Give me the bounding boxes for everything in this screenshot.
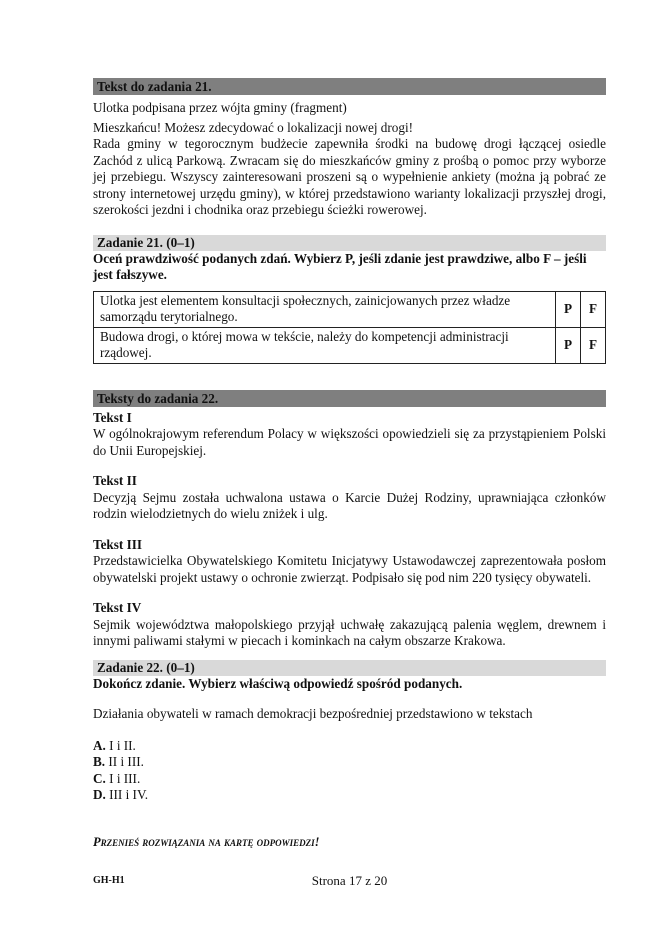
text-1-body: W ogólnokrajowym referendum Polacy w większości opowiedzieli się za przystąpieniem Polski do Unii Europejskiej.	[93, 426, 606, 458]
section-21-header: Tekst do zadania 21.	[93, 78, 606, 95]
text-3-body: Przedstawicielka Obywatelskiego Komitetu Inicjatywy Ustawodawczej zaprezentowała posłom obywatelski projekt ustawy o ochronie zwierząt. Podpisało się pod nim 220 tysięcy obywateli.	[93, 553, 606, 585]
text-3-title: Tekst III	[93, 536, 142, 552]
option-d[interactable]: D. III i IV.	[93, 787, 149, 802]
option-f-1[interactable]: F	[581, 291, 606, 327]
option-p-2[interactable]: P	[556, 327, 581, 363]
option-b[interactable]: B. II i III.	[93, 754, 144, 769]
option-a[interactable]: A. I i II.	[93, 737, 136, 753]
text-2-title: Tekst II	[93, 473, 137, 488]
option-p-1[interactable]: P	[556, 291, 581, 327]
leaflet-body: Rada gminy w tegorocznym budżecie zapewniła środki na budowę drogi łączącej osiedle Zachód z ulicą Parkową. Zwracam się do mieszkańców gminy z prośbą o pomoc przy wyborze jej przebiegu. Wszyscy zainteresowani proszeni są o wypełnienie ankiety (można ją pobrać ze strony internetowej urzędu gminy), w której przedstawiono warianty lokalizacji przyszłej drogi, szerokości jezdni i chodnika oraz przebiegu ścieżki rowerowej.	[93, 136, 606, 217]
option-c[interactable]: C. I i III.	[93, 770, 141, 786]
task-22-stem: Działania obywateli w ramach demokracji bezpośredniej przedstawiono w tekstach	[93, 706, 533, 721]
true-false-table	[93, 291, 606, 364]
leaflet-heading: Mieszkańcu! Możesz zdecydować o lokalizacji nowej drogi!	[93, 119, 414, 135]
task-22-instruction: Dokończ zdanie. Wybierz właściwą odpowiedź spośród podanych.	[93, 675, 463, 691]
task-21-header: Zadanie 21. (0–1)	[93, 235, 606, 251]
source-line: Ulotka podpisana przez wójta gminy (fragment)	[93, 100, 347, 115]
text-1-title: Tekst I	[93, 409, 132, 425]
text-4-title: Tekst IV	[93, 600, 142, 615]
page-number: Strona 17 z 20	[311, 873, 388, 888]
exam-page	[93, 78, 606, 850]
table-row	[94, 327, 606, 363]
text-4-body: Sejmik województwa małopolskiego przyjął uchwałę zakazującą palenia węglem, drewnem i innymi paliwami stałymi w piecach i kominkach na całym obszarze Krakowa.	[93, 616, 606, 648]
section-22-header: Teksty do zadania 22.	[93, 390, 606, 407]
table-row	[94, 291, 606, 327]
exam-code: GH-H1	[93, 875, 125, 886]
task-22-header: Zadanie 22. (0–1)	[93, 660, 606, 676]
answer-options	[93, 738, 606, 804]
option-f-2[interactable]: F	[581, 327, 606, 363]
statement-2: Budowa drogi, o której mowa w tekście, należy do kompetencji administracji rządowej.	[94, 327, 556, 363]
text-2-body: Decyzją Sejmu została uchwalona ustawa o Karcie Dużej Rodziny, uprawniająca członków rodzin wielodzietnych do wielu zniżek i ulg.	[93, 489, 606, 521]
task-21-instruction: Oceń prawdziwość podanych zdań. Wybierz P, jeśli zdanie jest prawdziwe, albo F – jeśli jest fałszywe.	[93, 250, 587, 282]
transfer-note: Przenieś rozwiązania na kartę odpowiedzi!	[93, 834, 320, 849]
statement-1: Ulotka jest elementem konsultacji społecznych, zainicjowanych przez władze samorządu terytorialnego.	[94, 291, 556, 327]
